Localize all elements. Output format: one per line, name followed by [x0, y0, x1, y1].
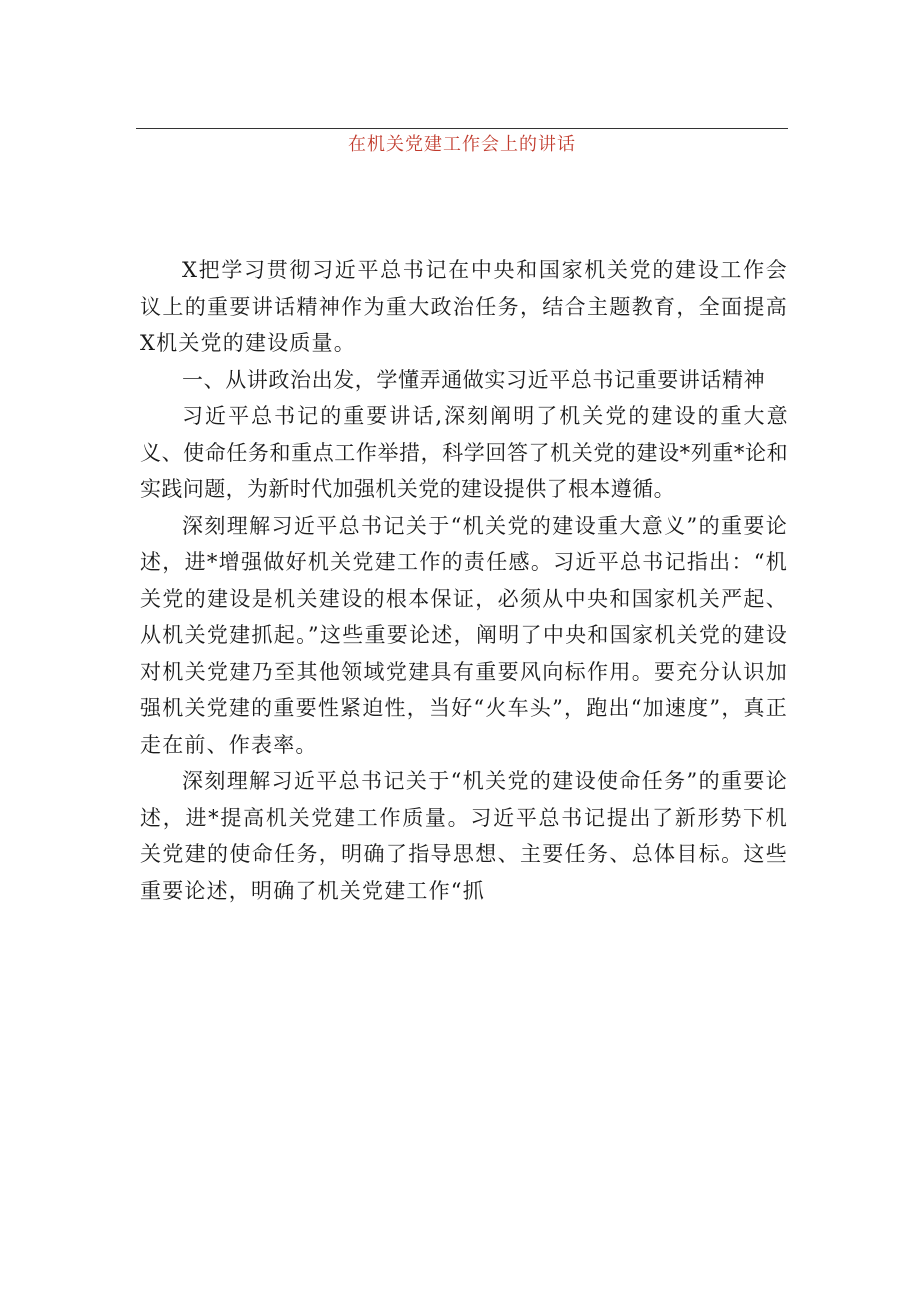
section-heading-1: 一、从讲政治出发，学懂弄通做实习近平总书记重要讲话精神	[182, 367, 766, 392]
page-title: 在机关党建工作会上的讲话	[348, 134, 576, 155]
document-body	[140, 252, 788, 909]
paragraph-significance: 深刻理解习近平总书记关于“机关党的建设重大意义”的重要论述，进*增强做好机关党建工作的责任感。习近平总书记指出：“机关党的建设是机关建设的根本保证，必须从中央和国家机关严起、从机关党建抓起。”这些重要论述，阐明了中央和国家机关党的建设对机关党建乃至其他领域党建具有重要风向标作用。要充分认识加强机关党建的重要性紧迫性，当好“火车头”，跑出“加速度”，真正走在前、作表率。	[140, 513, 788, 757]
paragraph-mission: 深刻理解习近平总书记关于“机关党的建设使命任务”的重要论述，进*提高机关党建工作质量。习近平总书记提出了新形势下机关党建的使命任务，明确了指导思想、主要任务、总体目标。这些重要论述，明确了机关党建工作“抓	[140, 769, 788, 903]
header-divider	[136, 128, 788, 129]
paragraph-intro: X把学习贯彻习近平总书记在中央和国家机关党的建设工作会议上的重要讲话精神作为重大政治任务，结合主题教育，全面提高X机关党的建设质量。	[140, 258, 788, 355]
paragraph-speech-summary: 习近平总书记的重要讲话,深刻阐明了机关党的建设的重大意义、使命任务和重点工作举措，科学回答了机关党的建设*列重*论和实践问题，为新时代加强机关党的建设提供了根本遵循。	[140, 404, 788, 501]
